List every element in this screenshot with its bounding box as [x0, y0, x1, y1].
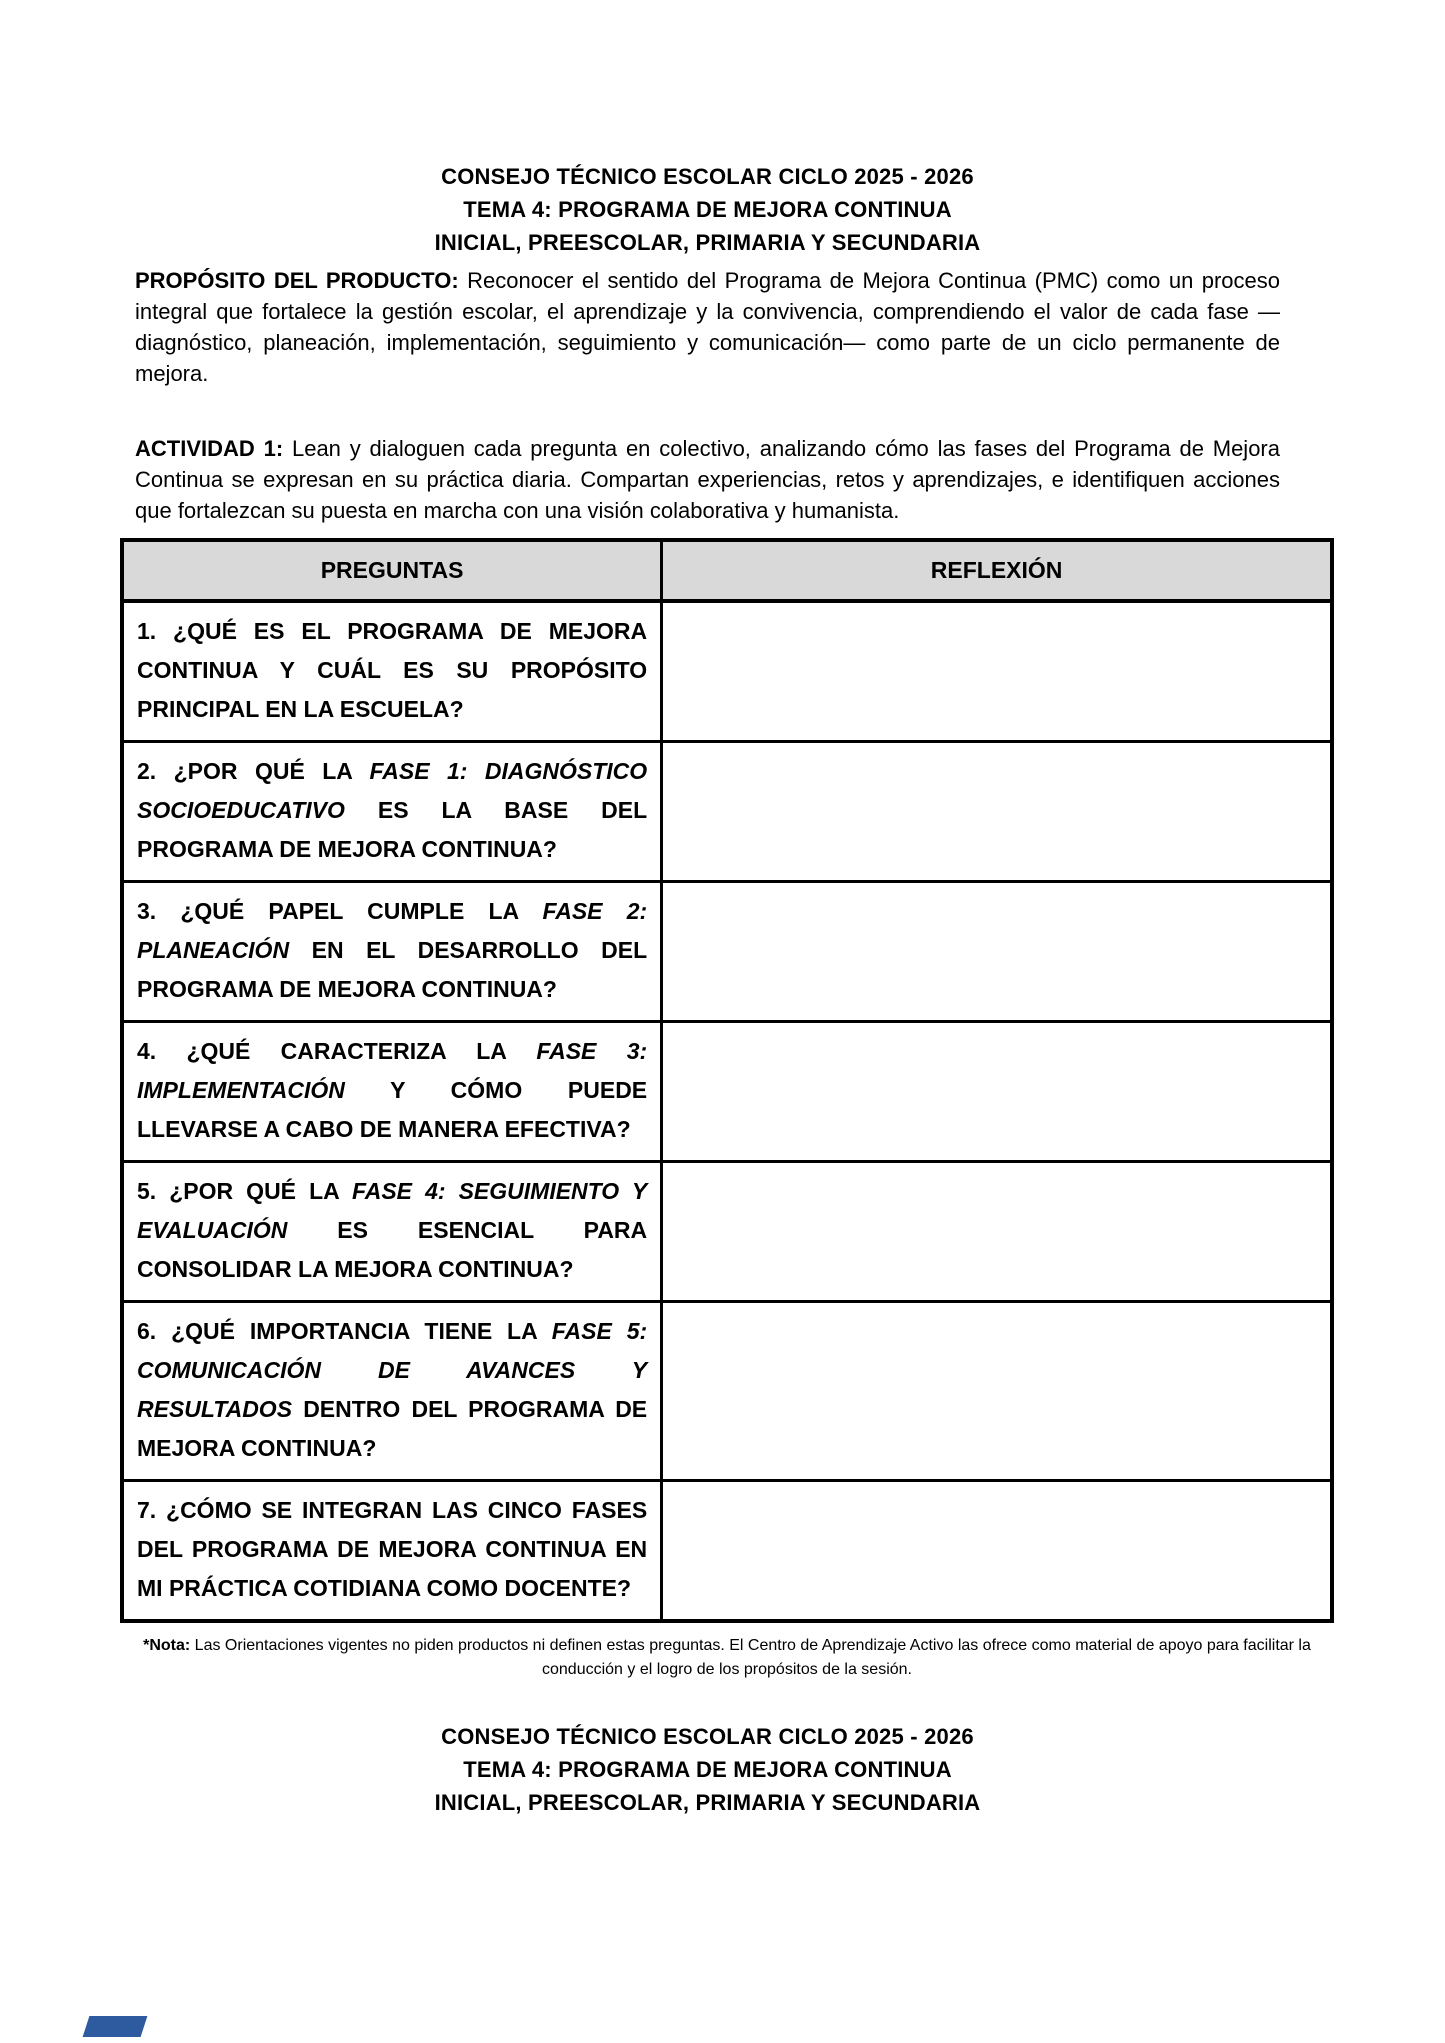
header-title-line-3: INICIAL, PREESCOLAR, PRIMARIA Y SECUNDARIA [434, 230, 981, 255]
questions-table-body [122, 601, 1332, 1621]
proposito-body: Reconocer el sentido del Programa de Mejora Continua (PMC) como un proceso integral que fortalece la gestión escolar, el aprendizaje y la convivencia, comprendiendo el valor de cada fase —diagnóstico, planeación, implementación, seguimiento y comunicación— como parte de un ciclo permanente de mejora. [135, 268, 1280, 386]
table-row [122, 742, 1332, 882]
table-row [122, 1481, 1332, 1622]
actividad-paragraph [135, 433, 1280, 526]
question-segment: 5. ¿POR QUÉ LA [137, 1178, 352, 1204]
question-cell [122, 1481, 662, 1622]
question-segment: ES LA BASE DEL PROGRAMA DE MEJORA CONTINUA? [137, 797, 648, 862]
question-segment-italic: FASE 4: SEGUIMIENTO Y EVALUACIÓN [137, 1178, 648, 1243]
question-segment: 4. ¿QUÉ CARACTERIZA LA [137, 1038, 537, 1064]
proposito-paragraph [135, 265, 1280, 389]
preguntas-reflexion-table [120, 538, 1334, 1623]
question-segment-italic: FASE 2: PLANEACIÓN [137, 898, 648, 963]
table-header-row [122, 540, 1332, 601]
reflection-cell [662, 882, 1332, 1022]
actividad-label: ACTIVIDAD 1: [135, 436, 284, 461]
question-cell [122, 1022, 662, 1162]
question-segment: Y CÓMO PUEDE LLEVARSE A CABO DE MANERA EFECTIVA? [137, 1077, 648, 1142]
question-segment: EN EL DESARROLLO DEL PROGRAMA DE MEJORA CONTINUA? [137, 937, 648, 1002]
table-row [122, 601, 1332, 742]
question-segment: 1. ¿QUÉ ES EL PROGRAMA DE MEJORA CONTINUA Y CUÁL ES SU PROPÓSITO PRINCIPAL EN LA ESCUELA? [137, 618, 648, 722]
proposito-label: PROPÓSITO DEL PRODUCTO: [135, 268, 459, 293]
reflection-cell [662, 1162, 1332, 1302]
question-cell [122, 742, 662, 882]
question-segment-italic: FASE 3: IMPLEMENTACIÓN [137, 1038, 648, 1103]
header-title-block [135, 160, 1280, 259]
footer-title-line-2: TEMA 4: PROGRAMA DE MEJORA CONTINUA [463, 1757, 952, 1782]
footer-title-line-1: CONSEJO TÉCNICO ESCOLAR CICLO 2025 - 2026 [441, 1724, 974, 1749]
question-cell [122, 1162, 662, 1302]
question-segment: 7. ¿CÓMO SE INTEGRAN LAS CINCO FASES DEL PROGRAMA DE MEJORA CONTINUA EN MI PRÁCTICA COTIDIANA COMO DOCENTE? [137, 1497, 648, 1601]
question-cell [122, 1302, 662, 1481]
actividad-body: Lean y dialoguen cada pregunta en colectivo, analizando cómo las fases del Programa de Mejora Continua se expresan en su práctica diaria. Compartan experiencias, retos y aprendizajes, e identifiquen acciones que fortalezcan su puesta en marcha con una visión colaborativa y humanista. [135, 436, 1280, 523]
question-cell [122, 882, 662, 1022]
column-header-preguntas: PREGUNTAS [122, 540, 662, 601]
reflection-cell [662, 1302, 1332, 1481]
reflection-cell [662, 1022, 1332, 1162]
footer-title-line-3: INICIAL, PREESCOLAR, PRIMARIA Y SECUNDARIA [434, 1790, 981, 1815]
footnote-label: *Nota: [143, 1637, 191, 1654]
table-row [122, 1302, 1332, 1481]
blue-corner-decoration [83, 2016, 148, 2037]
document-content [135, 0, 1311, 1819]
header-title-line-1: CONSEJO TÉCNICO ESCOLAR CICLO 2025 - 2026 [441, 164, 974, 189]
question-segment: 2. ¿POR QUÉ LA [137, 758, 370, 784]
column-header-reflexion: REFLEXIÓN [662, 540, 1332, 601]
footnote-body: Las Orientaciones vigentes no piden productos ni definen estas preguntas. El Centro de Aprendizaje Activo las ofrece como material de apoyo para facilitar la conducción y el logro de los propósitos de la sesión. [194, 1637, 1311, 1678]
question-segment: DENTRO DEL PROGRAMA DE MEJORA CONTINUA? [137, 1396, 648, 1461]
header-title-line-2: TEMA 4: PROGRAMA DE MEJORA CONTINUA [463, 197, 952, 222]
question-segment: ES ESENCIAL PARA CONSOLIDAR LA MEJORA CONTINUA? [137, 1217, 648, 1282]
question-segment-italic: FASE 5: COMUNICACIÓN DE AVANCES Y RESULTADOS [137, 1318, 648, 1422]
table-row [122, 1162, 1332, 1302]
reflection-cell [662, 742, 1332, 882]
question-segment: 3. ¿QUÉ PAPEL CUMPLE LA [137, 898, 543, 924]
reflection-cell [662, 601, 1332, 742]
reflection-cell [662, 1481, 1332, 1622]
question-cell [122, 601, 662, 742]
footnote [120, 1634, 1334, 1682]
question-segment-italic: FASE 1: DIAGNÓSTICO SOCIOEDUCATIVO [137, 758, 648, 823]
question-segment: 6. ¿QUÉ IMPORTANCIA TIENE LA [137, 1318, 552, 1344]
table-row [122, 1022, 1332, 1162]
table-row [122, 882, 1332, 1022]
footer-title-block [135, 1720, 1280, 1819]
